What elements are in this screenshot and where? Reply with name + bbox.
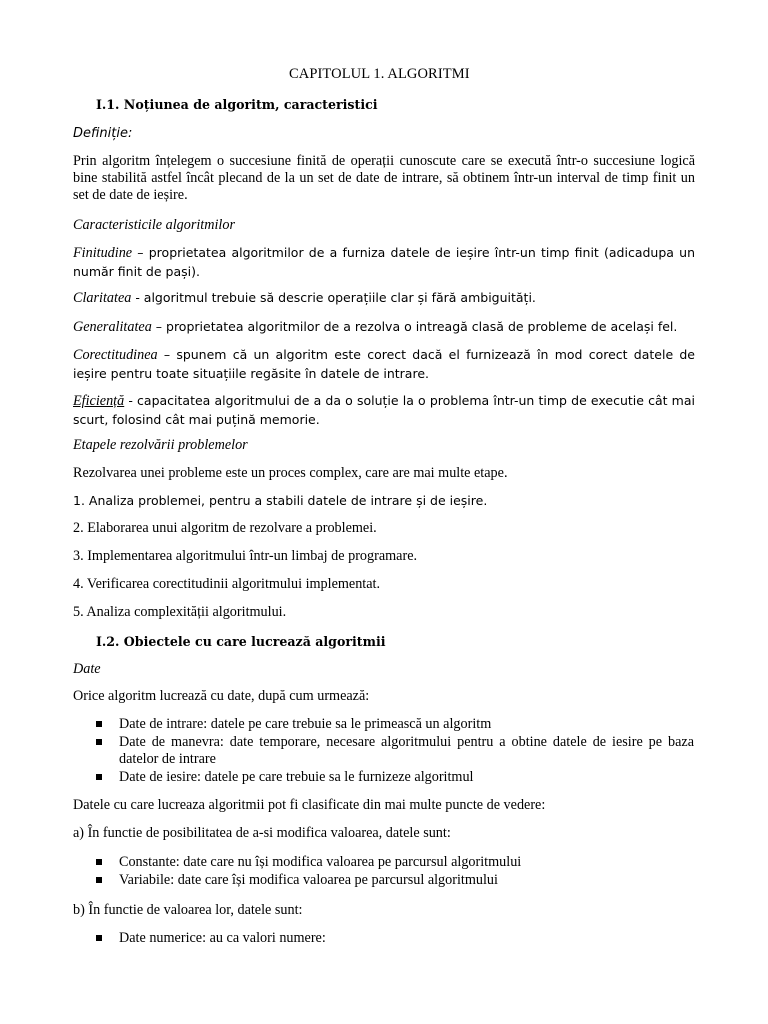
class-b-list [96, 930, 694, 948]
list-item-text: Date de manevra: date temporare, necesare algoritmului pentru a obtine datele de iesire pe baza datelor de intrare [119, 734, 694, 767]
bullet-icon [96, 739, 102, 745]
bullet-icon [96, 935, 102, 941]
list-item-text: Date de intrare: datele pe care trebuie sa le primească un algoritm [119, 716, 492, 732]
classification-a: a) În functie de posibilitatea de a-si modifica valoarea, datele sunt: [73, 825, 451, 841]
term-eficienta: Eficiență [73, 393, 125, 409]
classification-b: b) În functie de valoarea lor, datele sunt: [73, 902, 303, 918]
section-2-heading: I.2. Obiectele cu care lucrează algoritmii [96, 634, 386, 649]
stage-item: 5. Analiza complexității algoritmului. [73, 604, 287, 620]
list-item [96, 930, 694, 947]
term-finitudine: Finitudine [73, 245, 133, 261]
list-item [96, 872, 694, 889]
characteristic-generalitatea [73, 318, 695, 337]
characteristic-claritatea [73, 289, 695, 308]
stage-item: 2. Elaborarea unui algoritm de rezolvare a problemei. [73, 520, 377, 536]
characteristics-label: Caracteristicile algoritmilor [73, 217, 235, 233]
list-item [96, 716, 694, 733]
list-item-text: Date numerice: au ca valori numere: [119, 930, 326, 946]
characteristic-corectitudinea [73, 346, 695, 382]
stages-label: Etapele rezolvării problemelor [73, 437, 248, 453]
list-item [96, 854, 694, 871]
data-types-list [96, 716, 694, 787]
bullet-icon [96, 721, 102, 727]
text-corectitudinea: – spunem că un algoritm este corect dacă el furnizează în mod corect datele de ieșire pentru toate situațiile regăsite în datele de intrare. [73, 347, 695, 381]
definition-label: Definiție: [73, 126, 133, 141]
text-generalitatea: – proprietatea algoritmilor de a rezolva o intreagă clasă de probleme de același fel. [151, 319, 678, 334]
list-item-text: Variabile: date care își modifica valoarea pe parcursul algoritmului [119, 872, 498, 888]
bullet-icon [96, 774, 102, 780]
data-intro: Orice algoritm lucrează cu date, după cum urmează: [73, 688, 370, 704]
characteristic-eficienta [73, 392, 695, 428]
bullet-icon [96, 877, 102, 883]
classification-intro: Datele cu care lucreaza algoritmii pot fi clasificate din mai multe puncte de vedere: [73, 797, 546, 813]
text-eficienta: - capacitatea algoritmului de a da o soluție la o problema într-un timp de executie cât mai scurt, folosind cât mai puțină memorie. [73, 393, 695, 427]
section-1-heading: I.1. Noțiunea de algoritm, caracteristici [96, 97, 378, 112]
list-item [96, 769, 694, 786]
definition-paragraph: Prin algoritm înțelegem o succesiune finită de operații cunoscute care se execută într-o succesiune logică bine stabilită astfel încât plecand de la un set de date de intrare, să obtinem într-un interval de timp finit un set de date de ieșire. [73, 153, 695, 203]
stage-item: 1. Analiza problemei, pentru a stabili datele de intrare și de ieșire. [73, 493, 488, 508]
list-item [96, 734, 694, 768]
data-label: Date [73, 661, 101, 677]
stage-item: 3. Implementarea algoritmului într-un limbaj de programare. [73, 548, 418, 564]
term-generalitatea: Generalitatea [73, 319, 152, 335]
list-item-text: Date de iesire: datele pe care trebuie sa le furnizeze algoritmul [119, 769, 474, 785]
term-claritatea: Claritatea [73, 290, 132, 306]
stages-intro: Rezolvarea unei probleme este un proces complex, care are mai multe etape. [73, 465, 508, 481]
text-claritatea: - algoritmul trebuie să descrie operațiile clar și fără ambiguități. [131, 290, 536, 305]
stage-item: 4. Verificarea corectitudinii algoritmului implementat. [73, 576, 381, 592]
term-corectitudinea: Corectitudinea [73, 347, 158, 363]
class-a-list [96, 854, 694, 890]
bullet-icon [96, 859, 102, 865]
chapter-title: CAPITOLUL 1. ALGORITMI [289, 66, 470, 82]
list-item-text: Constante: date care nu își modifica valoarea pe parcursul algoritmului [119, 854, 522, 870]
characteristic-finitudine [73, 244, 695, 280]
text-finitudine: – proprietatea algoritmilor de a furniza datele de ieșire într-un timp finit (adicadupa un număr finit de pași). [73, 245, 695, 279]
